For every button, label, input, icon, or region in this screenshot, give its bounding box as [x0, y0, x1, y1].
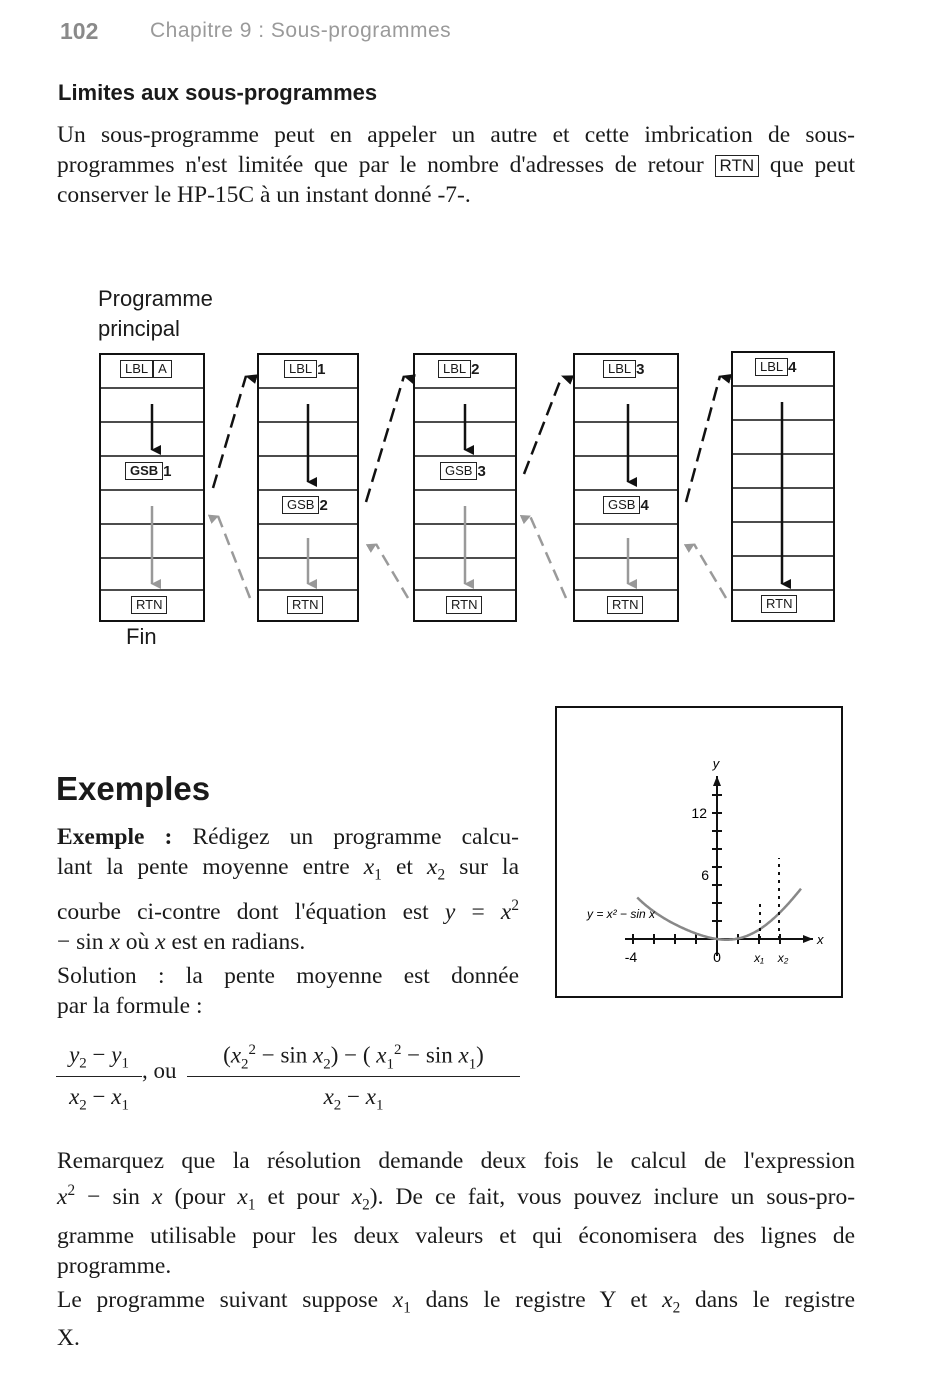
tick-label-0: 0	[713, 949, 721, 965]
lbl-a-keys: LBL A	[120, 360, 172, 378]
graph-frame	[556, 707, 842, 997]
curve-y-x2-sinx	[637, 889, 801, 940]
rtn-key: RTN	[715, 155, 760, 177]
program-column-3	[414, 354, 516, 621]
example-lead: Exemple :	[57, 824, 173, 850]
subroutine-diagram	[0, 340, 950, 630]
program-column-2	[258, 354, 358, 621]
solution-line-2: par la formule :	[57, 992, 203, 1019]
simple-fraction-denominator: $x_2 - x_1$	[69, 1084, 129, 1114]
x1-label: x₁	[754, 951, 764, 965]
rtn-key-5: RTN	[761, 595, 797, 614]
tick-label-12: 12	[691, 805, 707, 821]
end-label: Fin	[126, 624, 157, 649]
function-graph	[555, 706, 843, 998]
program-column-1	[100, 354, 204, 621]
examples-heading: Exemples	[56, 770, 211, 807]
lbl-4-keys: LBL 4	[755, 358, 796, 376]
intro-text-b: que peut conserver le HP-15C à un instant donné -7-.	[57, 152, 856, 208]
section-heading: Limites aux sous-programmes	[58, 80, 378, 105]
call-arrows	[213, 376, 720, 502]
closing-paragraph: Remarquez que la résolution demande deux fois le calcul de l'expression $x^2 - \sin x$ (pour $x_1$ et pour $x_2$). De ce fait, vous pouvez inclure un sous-pro- gramme utilisable pour les deux valeurs et qui économisera des lignes de programme. Le programme suivant suppose $x_1$ dans le registre Y et $x_2$ dans le registre X.	[57, 1148, 856, 1352]
lbl-1-keys: LBL 1	[284, 360, 325, 378]
program-column-4	[574, 354, 678, 621]
rtn-key-3: RTN	[446, 596, 482, 615]
solution-line-1: Solution : la pente moyenne est donnée	[57, 962, 519, 989]
rtn-key-2: RTN	[287, 596, 323, 615]
running-title: Chapitre 9 : Sous-programmes	[150, 19, 452, 42]
tick-label-neg4: -4	[624, 949, 638, 965]
intro-paragraph	[57, 120, 855, 210]
formula-ou: , ou	[142, 1058, 177, 1083]
gsb-3-keys: GSB 3	[440, 462, 486, 480]
expanded-fraction-numerator: $(x_2^2 - \sin x_2)$ − ( $x_1^2 - \sin x_1$)	[187, 1042, 520, 1077]
lbl-2-keys: LBL 2	[438, 360, 479, 378]
return-arrows	[218, 516, 726, 598]
gsb-4-keys: GSB 4	[603, 496, 649, 514]
example-paragraph: Exemple : Rédigez un programme calcu- lant la pente moyenne entre $x_1$ et $x_2$ sur la courbe ci-contre dont l'équation est $y = x^2$ − sin x où x est en radians. Solution : la pente moyenne est donnée par la formule :	[57, 824, 520, 1019]
simple-fraction-numerator: $y_2 - y_1$	[56, 1042, 142, 1077]
intro-text-a: Un sous-programme peut en appeler un autre et cette imbrication de sous-programmes n'est limitée que par le nombre d'adresses de retour	[57, 122, 855, 178]
curve-label: y = x² − sin x	[587, 907, 656, 921]
page-number: 102	[60, 18, 99, 44]
rtn-key-4: RTN	[607, 596, 643, 615]
rtn-key-1: RTN	[131, 596, 167, 615]
program-column-5	[732, 352, 834, 621]
x2-label: x₂	[777, 951, 789, 965]
lbl-3-keys: LBL 3	[603, 360, 644, 378]
main-program-label: Programme principal	[98, 286, 213, 341]
slope-formula	[56, 1040, 526, 1118]
gsb-1-keys: GSB 1	[125, 462, 172, 480]
tick-label-6: 6	[701, 867, 709, 883]
y-axis-label: y	[712, 756, 720, 771]
expanded-fraction-denominator: $x_2 - x_1$	[323, 1084, 384, 1114]
x-axis-label: x	[817, 932, 824, 947]
gsb-2-keys: GSB 2	[282, 496, 328, 514]
